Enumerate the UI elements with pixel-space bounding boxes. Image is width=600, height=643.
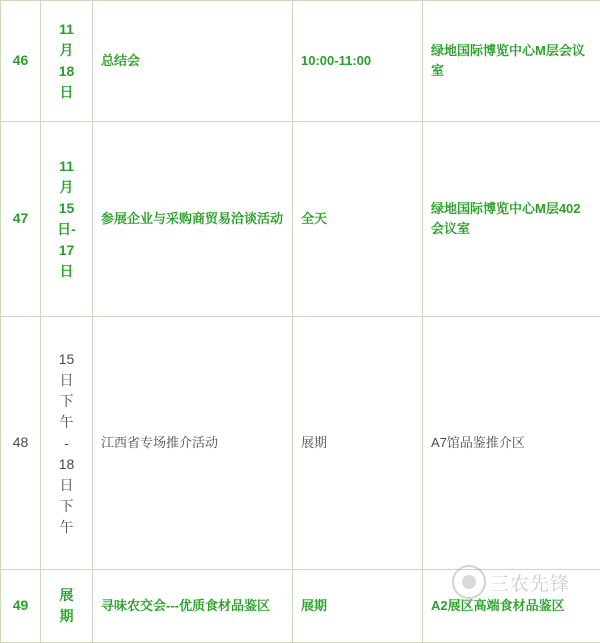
table-row <box>1 317 600 570</box>
row-date-line: 11 <box>49 156 84 177</box>
row-date-line: 午 <box>49 412 84 433</box>
row-date-line: 日 <box>49 82 84 103</box>
row-number: 49 <box>1 570 41 643</box>
row-date-line: 月 <box>49 40 84 61</box>
row-date <box>41 317 93 570</box>
row-date-line: 下 <box>49 496 84 517</box>
row-date <box>41 122 93 317</box>
row-time: 展期 <box>293 570 423 643</box>
row-event: 江西省专场推介活动 <box>93 317 293 570</box>
watermark-text: 三农先锋 <box>490 569 570 596</box>
schedule-table-body <box>1 1 600 643</box>
row-event: 参展企业与采购商贸易洽谈活动 <box>93 122 293 317</box>
row-date <box>41 570 93 643</box>
row-place: A2展区高端食材品鉴区 <box>423 570 600 643</box>
row-time: 全天 <box>293 122 423 317</box>
row-date-line: 日- <box>49 219 84 240</box>
row-date <box>41 1 93 122</box>
row-date-line: 下 <box>49 391 84 412</box>
row-time: 10:00-11:00 <box>293 1 423 122</box>
row-date-line: 18 <box>49 454 84 475</box>
row-date-line: 18 <box>49 61 84 82</box>
row-event: 寻味农交会---优质食材品鉴区 <box>93 570 293 643</box>
table-row <box>1 1 600 122</box>
row-time: 展期 <box>293 317 423 570</box>
row-number: 47 <box>1 122 41 317</box>
row-date-line: 17 <box>49 240 84 261</box>
row-date-line: 午 <box>49 517 84 538</box>
row-event: 总结会 <box>93 1 293 122</box>
row-date-line: 期 <box>49 606 84 627</box>
row-number: 48 <box>1 317 41 570</box>
table-row <box>1 122 600 317</box>
row-date-line: 15 <box>49 349 84 370</box>
row-place: 绿地国际博览中心M层会议室 <box>423 1 600 122</box>
row-number: 46 <box>1 1 41 122</box>
table-row <box>1 570 600 643</box>
row-place: 绿地国际博览中心M层402会议室 <box>423 122 600 317</box>
row-date-line: 15 <box>49 198 84 219</box>
row-date-line: - <box>49 433 84 454</box>
row-date-line: 日 <box>49 475 84 496</box>
row-date-line: 日 <box>49 370 84 391</box>
row-date-line: 11 <box>49 19 84 40</box>
row-date-line: 日 <box>49 261 84 282</box>
row-date-line: 展 <box>49 585 84 606</box>
row-date-line: 月 <box>49 177 84 198</box>
row-place: A7馆品鉴推介区 <box>423 317 600 570</box>
